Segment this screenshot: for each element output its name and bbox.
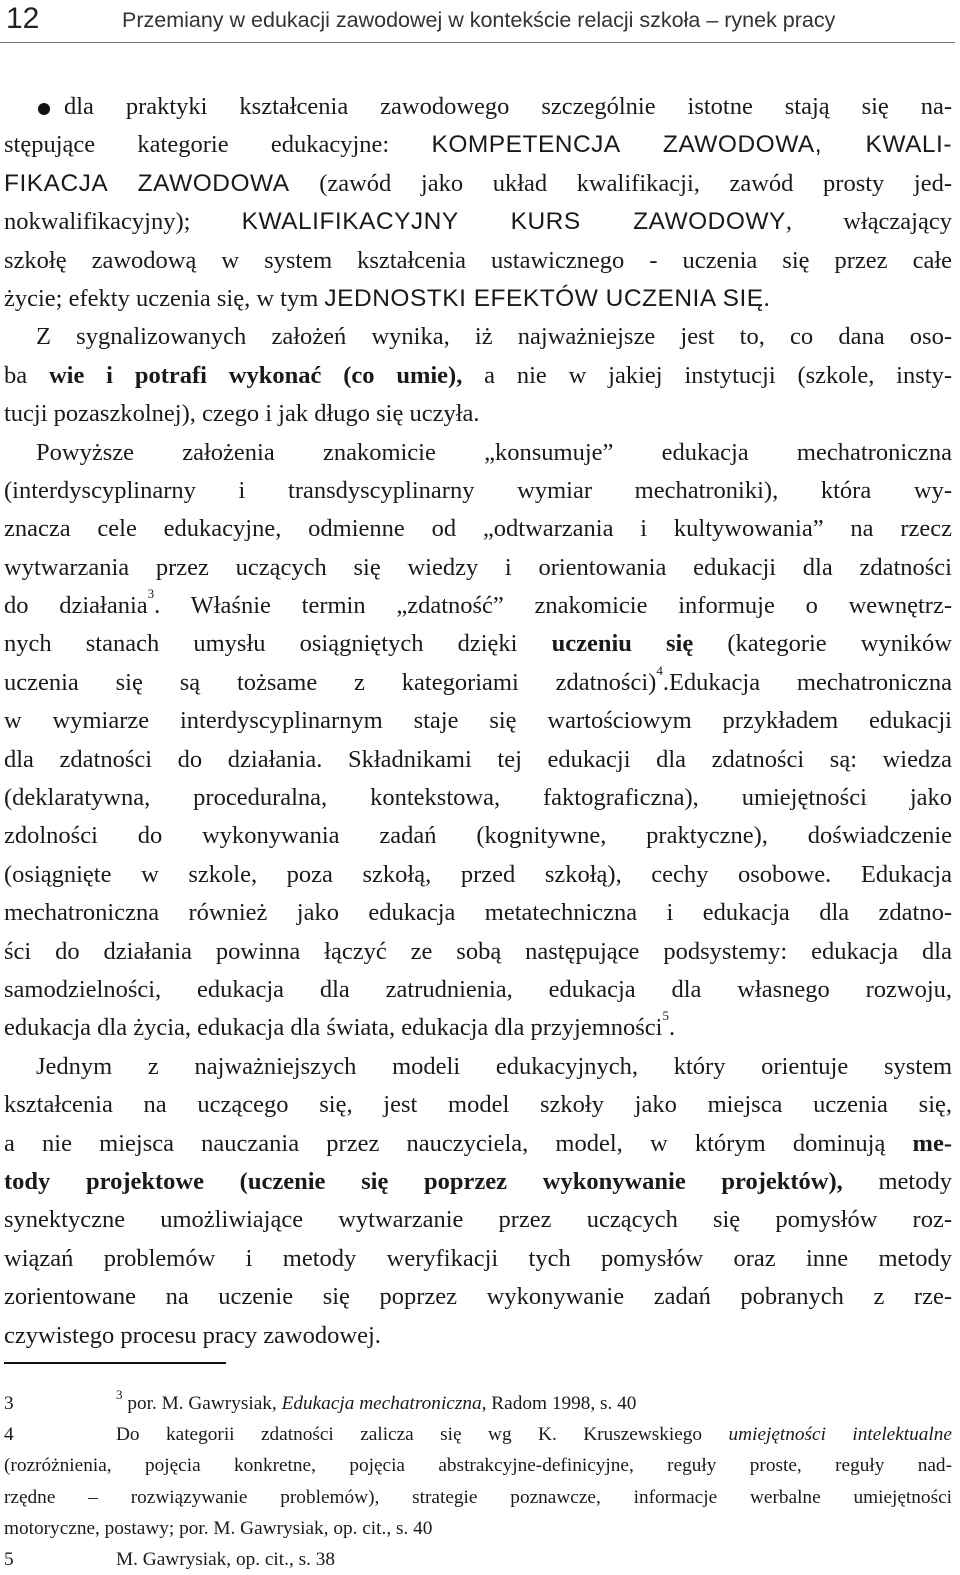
footnote-ref: 3 — [116, 1387, 123, 1402]
bold-phrase: tody projektowe (uczenie się poprzez wykonywanie projektów), — [4, 1167, 843, 1195]
text-span: wytwarzania przez uczących się wiedzy i orientowania edukacji dla zdatności — [4, 553, 952, 581]
footnote-4-line — [4, 1513, 952, 1544]
caps-term: JEDNOSTKI EFEKTÓW UCZENIA SIĘ — [324, 284, 764, 312]
running-title: Przemiany w edukacji zawodowej w kontekście relacji szkoła – rynek pracy — [122, 8, 836, 32]
text-line — [4, 472, 952, 510]
text-span: edukacja dla życia, edukacja dla świata, edukacja dla przyjemności — [4, 1014, 663, 1042]
footnote-ref: 4 — [656, 662, 663, 678]
text-line — [4, 1240, 952, 1278]
text-span: (rozróżnienia, pojęcia konkretne, pojęcia abstrakcyjne-definicyjne, reguły proste, reguły nad- — [4, 1455, 952, 1477]
text-span: metody — [842, 1167, 952, 1195]
text-span: mechatroniczna również jako edukacja metatechniczna i edukacja dla zdatno- — [4, 899, 952, 927]
footnote-ref: 5 — [662, 1008, 669, 1024]
caps-term: FIKACJA ZAWODOWA — [4, 169, 290, 197]
footnote-3 — [4, 1388, 952, 1419]
text-span: a nie w jakiej instytucji (szkole, insty- — [462, 361, 952, 389]
text-line — [4, 1317, 952, 1355]
text-span: kształcenia na uczącego się, jest model szkoły jako miejsca uczenia się, — [4, 1091, 952, 1119]
text-line — [4, 856, 952, 894]
text-line — [4, 702, 952, 740]
footnotes — [4, 1388, 952, 1575]
text-span: zdolności do wykonywania zadań (kognitywne, praktyczne), doświadczenie — [4, 822, 952, 850]
text-span: do działania — [4, 592, 148, 620]
text-line — [4, 933, 952, 971]
text-line — [4, 203, 952, 241]
text-line — [4, 971, 952, 1009]
text-span: por. M. Gawrysiak, — [122, 1393, 282, 1414]
footnote-4-line — [4, 1482, 952, 1513]
text-line — [4, 242, 952, 280]
text-line — [4, 357, 952, 395]
text-span: Powyższe założenia znakomicie „konsumuje” edukacja mechatroniczna — [36, 438, 952, 466]
page-header — [0, 0, 960, 46]
text-span: , włączający — [785, 208, 952, 236]
text-line — [4, 587, 952, 625]
text-line — [4, 1009, 952, 1047]
text-line — [4, 126, 952, 164]
bold-phrase: uczeniu się — [551, 630, 694, 658]
text-line — [4, 395, 952, 433]
text-span: zorientowane na uczenie się poprzez wykonywanie zadań pobranych z rze- — [4, 1283, 952, 1311]
text-line — [4, 664, 952, 702]
text-line — [4, 1201, 952, 1239]
main-text — [4, 88, 952, 1355]
text-span: Jednym z najważniejszych modeli edukacyjnych, który orientuje system — [36, 1052, 952, 1080]
text-span: czywistego procesu pracy zawodowej. — [4, 1321, 381, 1349]
footnote-5 — [4, 1544, 952, 1575]
text-line — [4, 1048, 952, 1086]
text-line — [4, 1278, 952, 1316]
cited-title: Edukacja mechatroniczna — [281, 1393, 482, 1414]
paragraph — [4, 434, 952, 1048]
bold-phrase: wie i potrafi wykonać (co umie), — [48, 361, 463, 389]
text-span: motoryczne, postawy; por. M. Gawrysiak, op. cit., s. 40 — [4, 1517, 433, 1539]
bold-phrase: me- — [912, 1129, 952, 1157]
caps-term: KWALIFIKACYJNY KURS ZAWODOWY — [241, 208, 786, 236]
footnote-number: 3 — [4, 1393, 14, 1414]
text-span: wiązań problemów i metody weryfikacji tych pomysłów oraz inne metody — [4, 1244, 952, 1272]
footnote-ref: 3 — [147, 586, 155, 602]
text-span: nokwalifikacyjny); — [4, 208, 242, 236]
footnote-4 — [4, 1419, 952, 1450]
text-span: znacza cele edukacyjne, odmienne od „odtwarzania i kultywowania” na rzecz — [4, 515, 952, 543]
text-line — [4, 434, 952, 472]
text-span: Do kategorii zdatności zalicza się wg K. Kruszewskiego — [116, 1424, 729, 1446]
text-line — [4, 318, 952, 356]
bullet-item — [4, 88, 952, 318]
bullet-dot-icon — [38, 103, 50, 115]
text-line — [4, 1163, 952, 1201]
text-span: w wymiarze interdyscyplinarnym staje się wartościowym przykładem edukacji — [4, 707, 952, 735]
text-span: stępujące kategorie edukacyjne: — [4, 131, 432, 159]
paragraph — [4, 318, 952, 433]
text-span: dla praktyki kształcenia zawodowego szczególnie istotne stają się na- — [64, 93, 952, 120]
text-line — [4, 1125, 952, 1163]
text-line — [4, 625, 952, 663]
footnote-number: 4 — [4, 1424, 14, 1446]
text-line — [4, 165, 952, 203]
footnote-number: 5 — [4, 1548, 14, 1570]
text-span: . Właśnie termin „zdatność” znakomicie informuje o wewnętrz- — [154, 592, 952, 620]
italic-term: umiejętności intelektualne — [728, 1424, 952, 1446]
footnote-rule — [4, 1362, 226, 1364]
text-line — [4, 549, 952, 587]
paragraph — [4, 1048, 952, 1355]
text-span: tucji pozaszkolnej), czego i jak długo się uczyła. — [4, 400, 480, 428]
text-line — [4, 894, 952, 932]
text-span: (deklaratywna, proceduralna, kontekstowa, faktograficzna), umiejętności jako — [4, 784, 952, 812]
header-rule — [0, 42, 955, 43]
text-span: nych stanach umysłu osiągniętych dzięki — [4, 630, 552, 658]
text-span: ści do działania powinna łączyć ze sobą następujące podsystemy: edukacja dla — [4, 937, 952, 965]
text-span: M. Gawrysiak, op. cit., s. 38 — [116, 1548, 336, 1570]
text-line — [4, 510, 952, 548]
text-line — [4, 817, 952, 855]
text-span: ba — [4, 361, 49, 389]
text-line — [4, 779, 952, 817]
text-span: (osiągnięte w szkole, poza szkołą, przed szkołą), cechy osobowe. Edukacja — [4, 860, 952, 888]
footnote-4-line — [4, 1450, 952, 1481]
text-line — [4, 280, 952, 318]
text-span: uczenia się są tożsame z kategoriami zdatności) — [4, 668, 657, 696]
text-span: (zawód jako układ kwalifikacji, zawód prosty jed- — [289, 169, 952, 197]
text-span: rzędne – rozwiązywanie problemów), strategie poznawcze, informacje werbalne umiejętności — [4, 1486, 952, 1508]
text-line — [4, 88, 952, 126]
text-span: a nie miejsca nauczania przez nauczyciela, model, w którym dominują — [4, 1129, 913, 1157]
text-span: samodzielności, edukacja dla zatrudnienia, edukacja dla własnego rozwoju, — [4, 975, 952, 1003]
text-span: (interdyscyplinarny i transdyscyplinarny wymiar mechatroniki), która wy- — [4, 476, 952, 504]
text-span: . — [668, 1014, 676, 1042]
text-span: życie; efekty uczenia się, w tym — [4, 284, 325, 312]
text-span: dla zdatności do działania. Składnikami tej edukacji dla zdatności są: wiedza — [4, 745, 952, 773]
text-span: synektyczne umożliwiające wytwarzanie przez uczących się pomysłów roz- — [4, 1206, 952, 1234]
caps-term: KOMPETENCJA ZAWODOWA, KWALI- — [431, 131, 953, 159]
text-span: , Radom 1998, s. 40 — [481, 1393, 637, 1414]
text-line — [4, 741, 952, 779]
text-span: (kategorie wyników — [693, 630, 952, 658]
text-span: szkołę zawodową w system kształcenia ustawicznego - uczenia się przez całe — [4, 246, 952, 274]
text-span: Z sygnalizowanych założeń wynika, iż najważniejsze jest to, co dana oso- — [36, 323, 952, 351]
text-span: .Edukacja mechatroniczna — [662, 668, 952, 696]
text-line — [4, 1086, 952, 1124]
text-span: . — [763, 284, 770, 312]
page-number: 12 — [6, 2, 40, 35]
